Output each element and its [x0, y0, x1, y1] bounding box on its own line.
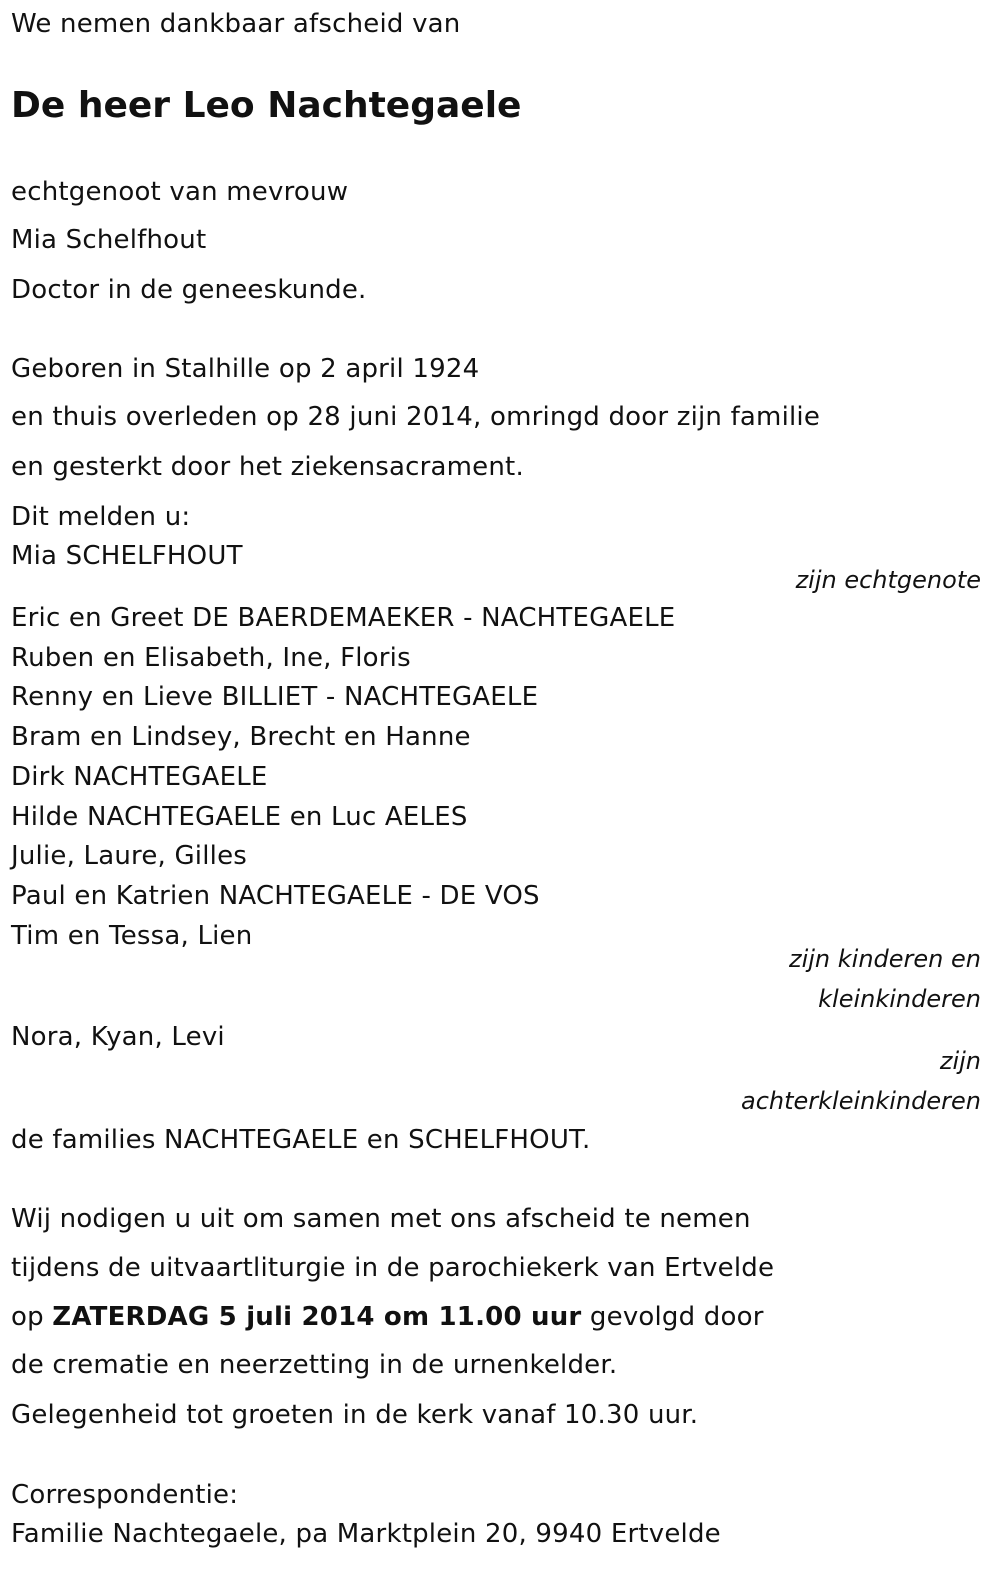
- announced-by: Dit melden u:: [11, 502, 191, 532]
- families-line: de families NACHTEGAELE en SCHELFHOUT.: [11, 1125, 591, 1155]
- children-role-line1: zijn kinderen en: [789, 945, 981, 973]
- correspondence-label: Correspondentie:: [11, 1480, 239, 1510]
- child-line: Paul en Katrien NACHTEGAELE - DE VOS: [11, 881, 540, 911]
- ceremony-line1: Wij nodigen u uit om samen met ons afscheid te nemen: [11, 1204, 751, 1234]
- child-line: Ruben en Elisabeth, Ine, Floris: [11, 643, 411, 673]
- wife-name: Mia SCHELFHOUT: [11, 541, 243, 571]
- spouse-name: Mia Schelfhout: [11, 225, 207, 255]
- child-line: Dirk NACHTEGAELE: [11, 762, 268, 792]
- ceremony-suffix: gevolgd door: [581, 1302, 764, 1332]
- sacrament-line: en gesterkt door het ziekensacrament.: [11, 452, 524, 482]
- correspondence-address: Familie Nachtegaele, pa Marktplein 20, 9940 Ertvelde: [11, 1519, 721, 1549]
- profession: Doctor in de geneeskunde.: [11, 275, 367, 305]
- child-line: Eric en Greet DE BAERDEMAEKER - NACHTEGAELE: [11, 603, 676, 633]
- ceremony-line4: de crematie en neerzetting in de urnenkelder.: [11, 1350, 618, 1380]
- children-role-line2: kleinkinderen: [818, 985, 981, 1013]
- child-line: Bram en Lindsey, Brecht en Hanne: [11, 722, 471, 752]
- child-line: Hilde NACHTEGAELE en Luc AELES: [11, 802, 468, 832]
- birth-line: Geboren in Stalhille op 2 april 1924: [11, 354, 480, 384]
- ceremony-line3: [11, 1301, 764, 1333]
- ceremony-line5: Gelegenheid tot groeten in de kerk vanaf 10.30 uur.: [11, 1400, 699, 1430]
- child-line: Julie, Laure, Gilles: [11, 841, 248, 871]
- great-grandchildren-role-line2: achterkleinkinderen: [741, 1087, 981, 1115]
- ceremony-line2: tijdens de uitvaartliturgie in de parochiekerk van Ertvelde: [11, 1253, 775, 1283]
- intro-text: We nemen dankbaar afscheid van: [11, 9, 461, 39]
- child-line: Tim en Tessa, Lien: [11, 921, 253, 951]
- death-line: en thuis overleden op 28 juni 2014, omringd door zijn familie: [11, 402, 821, 432]
- wife-role: zijn echtgenote: [795, 566, 981, 594]
- deceased-name-title: De heer Leo Nachtegaele: [11, 85, 522, 126]
- great-grandchildren: Nora, Kyan, Levi: [11, 1022, 225, 1052]
- spouse-intro: echtgenoot van mevrouw: [11, 177, 349, 207]
- ceremony-date-time: ZATERDAG 5 juli 2014 om 11.00 uur: [52, 1302, 582, 1332]
- great-grandchildren-role-line1: zijn: [939, 1047, 981, 1075]
- ceremony-prefix: op: [11, 1302, 53, 1332]
- child-line: Renny en Lieve BILLIET - NACHTEGAELE: [11, 682, 539, 712]
